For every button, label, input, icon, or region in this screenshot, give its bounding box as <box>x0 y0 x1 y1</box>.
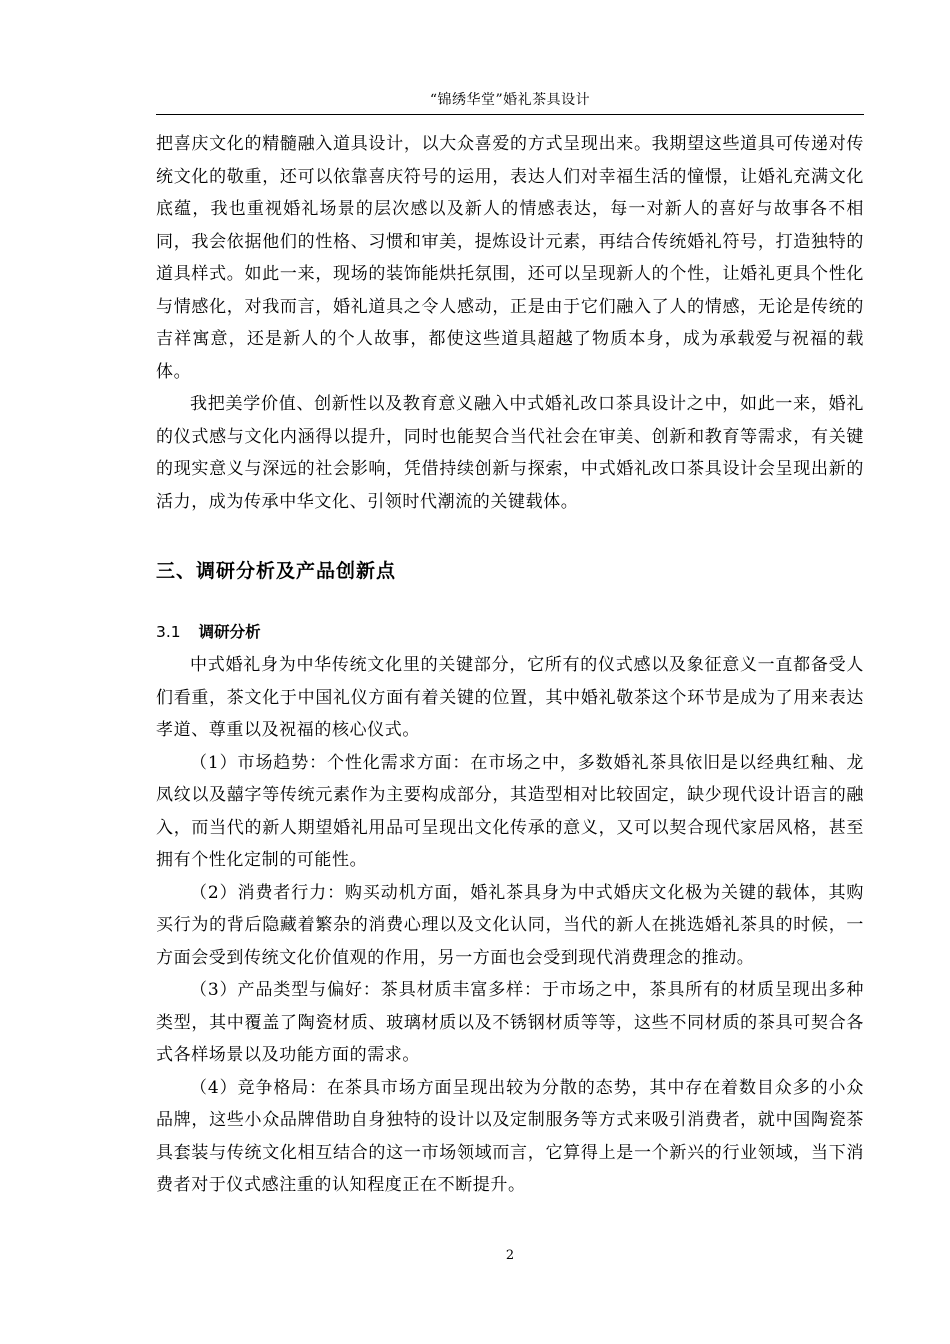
body-text <box>156 128 864 1202</box>
paragraph: （3）产品类型与偏好：茶具材质丰富多样：于市场之中，茶具所有的材质呈现出多种类型，其中覆盖了陶瓷材质、玻璃材质以及不锈钢材质等等，这些不同材质的茶具可契合各式各样场景以及功能方面的需求。 <box>156 980 864 1065</box>
subsection-number: 3.1 <box>156 623 181 641</box>
paragraph: 把喜庆文化的精髓融入道具设计，以大众喜爱的方式呈现出来。我期望这些道具可传递对传统文化的敬重，还可以依靠喜庆符号的运用，表达人们对幸福生活的憧憬，让婚礼充满文化底蕴，我也重视婚礼场景的层次感以及新人的情感表达，每一对新人的喜好与故事各不相同，我会依据他们的性格、习惯和审美，提炼设计元素，再结合传统婚礼符号，打造独特的道具样式。如此一来，现场的装饰能烘托氛围，还可以呈现新人的个性，让婚礼更具个性化与情感化，对我而言，婚礼道具之令人感动，正是由于它们融入了人的情感，无论是传统的吉祥寓意，还是新人的个人故事，都使这些道具超越了物质本身，成为承载爱与祝福的载体。 <box>156 134 864 382</box>
subsection-heading <box>156 619 864 645</box>
paragraph: （2）消费者行力：购买动机方面，婚礼茶具身为中式婚庆文化极为关键的载体，其购买行为的背后隐藏着繁杂的消费心理以及文化认同，当代的新人在挑选婚礼茶具的时候，一方面会受到传统文化价值观的作用，另一方面也会受到现代消费理念的推动。 <box>156 882 864 968</box>
page-number: 2 <box>505 1248 515 1263</box>
header-divider <box>156 114 864 115</box>
paragraph: 我把美学价值、创新性以及教育意义融入中式婚礼改口茶具设计之中，如此一来，婚礼的仪式感与文化内涵得以提升，同时也能契合当代社会在审美、创新和教育等需求，有关键的现实意义与深远的社会影响，凭借持续创新与探索，中式婚礼改口茶具设计会呈现出新的活力，成为传承中华文化、引领时代潮流的关键载体。 <box>156 394 864 512</box>
subsection-title: 调研分析 <box>198 623 261 641</box>
running-header: “锦绣华堂”婚礼茶具设计 <box>429 92 591 108</box>
paragraph: 中式婚礼身为中华传统文化里的关键部分，它所有的仪式感以及象征意义一直都备受人们看重，茶文化于中国礼仪方面有着关键的位置，其中婚礼敬茶这个环节是成为了用来表达孝道、尊重以及祝福的核心仪式。 <box>156 655 864 740</box>
section-heading: 三、调研分析及产品创新点 <box>156 560 397 582</box>
paragraph: （1）市场趋势：个性化需求方面：在市场之中，多数婚礼茶具依旧是以经典红釉、龙凤纹以及囍字等传统元素作为主要构成部分，其造型相对比较固定，缺少现代设计语言的融入，而当代的新人期望婚礼用品可呈现出文化传承的意义，又可以契合现代家居风格，甚至拥有个性化定制的可能性。 <box>156 752 864 870</box>
paragraph: （4）竞争格局：在茶具市场方面呈现出较为分散的态势，其中存在着数目众多的小众品牌，这些小众品牌借助自身独特的设计以及定制服务等方式来吸引消费者，就中国陶瓷茶具套装与传统文化相互结合的这一市场领域而言，它算得上是一个新兴的行业领域，当下消费者对于仪式感注重的认知程度正在不断提升。 <box>156 1077 864 1195</box>
